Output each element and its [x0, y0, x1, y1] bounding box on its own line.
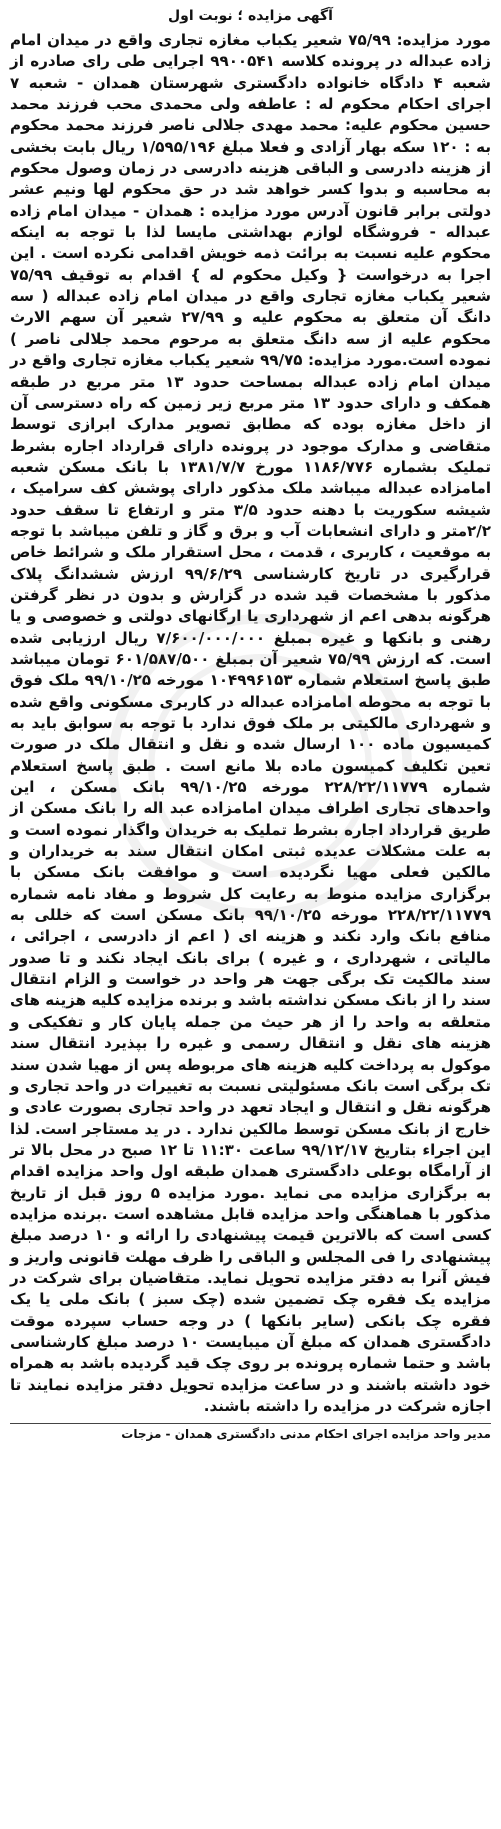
notice-footer: مدیر واحد مزایده اجرای احکام مدنی دادگستری همدان - مزجات: [121, 1427, 491, 1442]
notice-body: مورد مزایده: ۷۵/۹۹ شعیر یکباب مغازه تجاری واقع در میدان امام زاده عبداله در پرونده کلاسه ۹۹۰۰۵۴۱ اجرایی طی رای صادره از شعبه ۴ دادگاه خانواده دادگستری شهرستان همدان - شعبه ۷ اجرای احکام محکوم له : عاطفه ولی محمدی محب فرزند محمد حسین محکوم علیه: محمد مهدی جلالی ناصر فرزند محمد محکوم به : ۱۲۰ سکه بهار آزادی و فعلا مبلغ ۱/۵۹۵/۱۹۶ ریال بابت بخشی از هزینه دادرسی و الباقی هزینه دادرسی در زمان وصول محکوم به محاسبه و بدوا کسر خواهد شد در حق محکوم لها ونیم عشر دولتی برابر قانون آدرس مورد مزایده : همدان - میدان امام زاده عبداله - فروشگاه لوازم بهداشتی مایسا لذا با توجه به اینکه محکوم علیه نسبت به برائت ذمه خویش اقدامی نکرده است . این اجرا به درخواست { وکیل محکوم له } اقدام به توقیف ۷۵/۹۹ شعیر یکباب مغازه تجاری واقع در میدان امام زاده عبداله ( سه دانگ آن متعلق به محکوم علیه و ۲۷/۹۹ شعیر آن سهم الارث محکوم علیه از سه دانگ متعلق به مرحوم محمد جلالی ناصر ) نموده است.مورد مزایده: ۹۹/۷۵ شعیر یکباب مغازه تجاری واقع در میدان امام زاده عبداله بمساحت حدود ۱۳ متر مربع در طبقه همکف و دارای حدود ۱۳ متر مربع زیر زمین که راه دسترسی آن از داخل مغازه بوده که مطابق تصویر مدارک ابرازی توسط متقاضی و مدارک موجود در پرونده دارای قرارداد اجاره بشرط تملیک بشماره ۱۱۸۶/۷۷۶ مورخ ۱۳۸۱/۷/۷ با بانک مسکن شعبه امامزاده عبداله میباشد ملک مذکور دارای پوشش کف سرامیک ، شیشه سکوریت با دهنه حدود ۳/۵ متر و ارتفاع تا سقف حدود ۲/۲متر و دارای انشعابات آب و برق و گاز و تلفن میباشد با توجه به موقعیت ، کاربری ، قدمت ، محل استقرار ملک و شرائط خاص قرارگیری در تاریخ کارشناسی ۹۹/۶/۲۹ ارزش ششدانگ پلاک مذکور با مشخصات قید شده در گزارش و بدون در نظر گرفتن هرگونه بدهی اعم از شهرداری یا ارگانهای دولتی و خصوصی و یا رهنی و بانکها و غیره بمبلغ ۷/۶۰۰/۰۰۰/۰۰۰ ریال ارزیابی شده است. که ارزش ۷۵/۹۹ شعیر آن بمبلغ ۶۰۱/۵۸۷/۵۰۰ تومان میباشد طبق پاسخ استعلام شماره ۱۰۴۹۹۶۱۵۳ مورخه ۹۹/۱۰/۲۵ ملک فوق با توجه به محوطه امامزاده عبداله در کاربری مسکونی واقع شده و شهرداری مالکیتی بر ملک فوق ندارد با توجه به سوابق باید به کمیسیون ماده ۱۰۰ ارسال شده و نقل و انتقال ملک در صورت تعین تکلیف کمیسون ماده بلا مانع است . طبق پاسخ استعلام شماره ۲۲۸/۲۲/۱۱۷۷۹ مورخه ۹۹/۱۰/۲۵ بانک مسکن ، این واحدهای تجاری اطراف میدان امامزاده عبد اله را بانک مسکن از طریق قرارداد اجاره بشرط تملیک به خریدان واگذار نموده است و به علت مشکلات عدیده ثبتی امکان انتقال سند به خریداران و مالکین فعلی مهیا نگردیده است و موافقت بانک مسکن با برگزاری مزایده منوط به رعایت کل شروط و مفاد نامه شماره ۲۲۸/۲۲/۱۱۷۷۹ مورخه ۹۹/۱۰/۲۵ بانک مسکن است که خللی به منافع بانک وارد نکند و هزینه ای ( اعم از دادرسی ، اجرائی ، مالیاتی ، شهرداری ، و غیره ) برای بانک ایجاد نکند و تا صدور سند مالکیت تک برگی جهت هر واحد در خواست و الزام انتقال سند را از بانک مسکن نداشته باشد و برنده مزایده کلیه هزینه های متعلقه به واحد را از هر حیث من جمله پایان کار و تفکیکی و هزینه های نقل و انتقال رسمی و غیره را بپذیرد انتقال سند موکول به پرداخت کلیه هزینه های مربوطه پس از مهیا شدن سند تک برگی است بانک مسئولیتی نسبت به تغییرات در واحد تجاری و هرگونه نقل و انتقال و ایجاد تعهد در واحد تجاری بصورت عادی و خارج از بانک مسکن توسط مالکین ندارد . در ید مستاجر است. لذا این اجراء بتاریخ ۹۹/۱۲/۱۷ ساعت ۱۱:۳۰ تا ۱۲ صبح در محل بالا تر از آرامگاه بوعلی دادگستری همدان طبقه اول واحد مزایده اقدام به برگزاری مزایده می نماید .مورد مزایده ۵ روز قبل از تاریخ مذکور با هماهنگی واحد مزایده قابل مشاهده است .برنده مزایده کسی است که بالاترین قیمت پیشنهادی را ارائه و ۱۰ درصد مبلغ پیشنهادی را فی المجلس و الباقی را ظرف مهلت قانونی واریز و فیش آنرا به دفتر مزایده تحویل نماید. متقاضیان برای شرکت در مزایده یک فقره چک تضمین شده (چک سبز ) بانک ملی یا یک فقره چک بانکی (سایر بانکها ) در وجه حساب سپرده موقت دادگستری همدان که مبلغ آن میبایست ۱۰ درصد مبلغ کارشناسی باشد و حتما شماره پرونده بر روی چک قید گردیده باشد به همراه خود داشته باشند و در ساعت مزایده تحویل دفتر مزایده نمایند تا اجازه شرکت در مزایده را داشته باشند.: [10, 31, 492, 1415]
auction-notice: [10, 6, 491, 1821]
footer-divider: [10, 1423, 491, 1424]
notice-title: آگهی مزایده ؛ نوبت اول: [168, 8, 333, 24]
